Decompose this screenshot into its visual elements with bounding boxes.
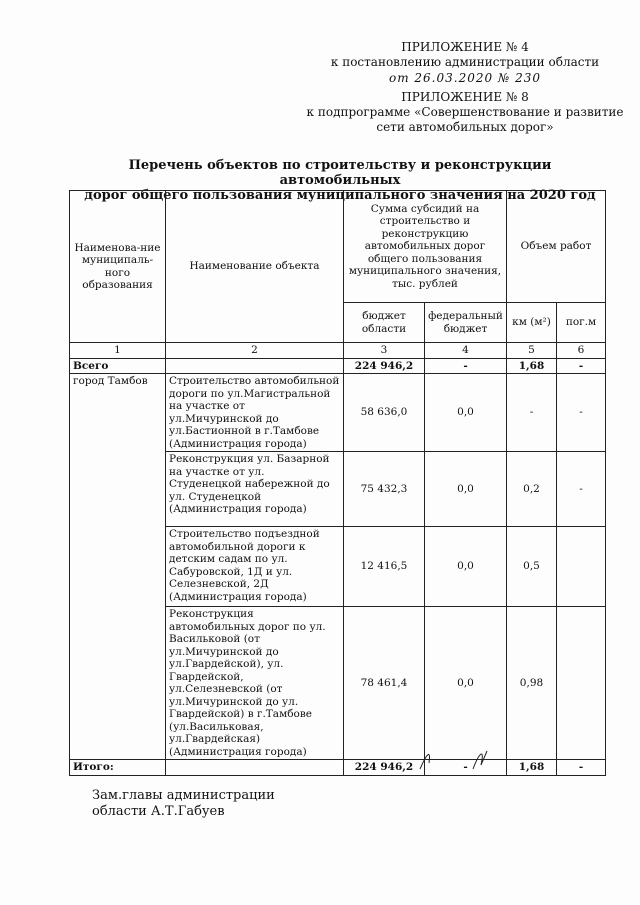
sub-federal-header: федеральный бюджет xyxy=(425,303,507,343)
total-top-km: 1,68 xyxy=(507,358,557,374)
federal-budget: 0,0 xyxy=(425,607,507,760)
col-subsidy-header: Сумма субсидий на строительство и реконструкцию автомобильных дорог общего пользования муниципального значения, тыс. рублей xyxy=(344,191,507,303)
volume-pog: - xyxy=(557,374,606,452)
object-name: Реконструкция ул. Базарной на участке от ул. Студенецкой набережной до ул. Студенецкой (Администрация города) xyxy=(166,452,344,527)
col-municipality-header: Наименова-ние муниципаль-ного образования xyxy=(70,191,166,343)
appendix-8-title: ПРИЛОЖЕНИЕ № 8 xyxy=(401,90,529,104)
municipality-cell: город Тамбов xyxy=(70,374,166,760)
volume-km: - xyxy=(507,374,557,452)
total-top-empty xyxy=(166,358,344,374)
title-line1: Перечень объектов по строительству и реконструкции автомобильных xyxy=(128,158,552,188)
table-row xyxy=(70,374,606,452)
appendix-8-line2: сети автомобильных дорог» xyxy=(376,120,554,134)
federal-budget: 0,0 xyxy=(425,527,507,607)
object-name: Реконструкция автомобильных дорог по ул. Васильковой (от ул.Мичуринской до ул.Гвардейской), ул. Гвардейской, ул.Селезневской (от ул.Мичуринской до ул. Гвардейской) в г.Тамбове (ул.Васильковая, ул.Гвардейская) (Администрация города) xyxy=(166,607,344,760)
appendix-4-title: ПРИЛОЖЕНИЕ № 4 xyxy=(401,40,529,54)
col-volume-header: Объем работ xyxy=(507,191,606,303)
sub-regional-header: бюджет области xyxy=(344,303,425,343)
federal-budget: 0,0 xyxy=(425,452,507,527)
federal-budget: 0,0 xyxy=(425,374,507,452)
appendix-4-block xyxy=(300,40,630,86)
total-top-federal: - xyxy=(425,358,507,374)
col-number: 1 xyxy=(70,343,166,359)
signature-name: области А.Т.Габуев xyxy=(92,804,225,819)
regional-budget: 58 636,0 xyxy=(344,374,425,452)
handwritten-date: от 26.03.2020 № 230 xyxy=(388,71,541,85)
col-number: 5 xyxy=(507,343,557,359)
total-top-label: Всего xyxy=(70,358,166,374)
objects-table xyxy=(69,190,606,776)
total-bottom-label: Итого: xyxy=(70,760,166,776)
column-numbers-row xyxy=(70,343,606,359)
col-number: 4 xyxy=(425,343,507,359)
total-bottom-km: 1,68 xyxy=(507,760,557,776)
handwritten-initial-mark xyxy=(415,745,495,775)
total-bottom-row xyxy=(70,760,606,776)
total-bottom-federal: - xyxy=(425,760,507,776)
total-top-pog: - xyxy=(557,358,606,374)
appendix-4-subtitle: к постановлению администрации области xyxy=(330,55,600,69)
header-row xyxy=(70,191,606,303)
volume-pog xyxy=(557,527,606,607)
total-bottom-regional: 224 946,2 xyxy=(344,760,425,776)
appendix-8-block xyxy=(300,90,630,135)
total-bottom-pog: - xyxy=(557,760,606,776)
volume-km: 0,98 xyxy=(507,607,557,760)
sub-km-header: км (м²) xyxy=(507,303,557,343)
regional-budget: 12 416,5 xyxy=(344,527,425,607)
appendix-8-line1: к подпрограмме «Совершенствование и развитие xyxy=(306,105,624,119)
signature-block xyxy=(92,788,275,820)
col-object-header: Наименование объекта xyxy=(166,191,344,343)
signature-position: Зам.главы администрации xyxy=(92,788,275,803)
object-name: Строительство автомобильной дороги по ул.Магистральной на участке от ул.Мичуринской до ул.Бастионной в г.Тамбове (Администрация города) xyxy=(166,374,344,452)
object-name: Строительство подъездной автомобильной дороги к детским садам по ул. Сабуровской, 1Д и ул. Селезневской, 2Д (Администрация города) xyxy=(166,527,344,607)
volume-km: 0,2 xyxy=(507,452,557,527)
col-number: 6 xyxy=(557,343,606,359)
volume-pog: - xyxy=(557,452,606,527)
regional-budget: 75 432,3 xyxy=(344,452,425,527)
total-bottom-empty xyxy=(166,760,344,776)
sub-pog-header: пог.м xyxy=(557,303,606,343)
title-line2: дорог общего пользования муниципального значения на 2020 год xyxy=(84,188,596,203)
total-top-regional: 224 946,2 xyxy=(344,358,425,374)
volume-pog xyxy=(557,607,606,760)
regional-budget: 78 461,4 xyxy=(344,607,425,760)
total-top-row xyxy=(70,358,606,374)
col-number: 3 xyxy=(344,343,425,359)
volume-km: 0,5 xyxy=(507,527,557,607)
col-number: 2 xyxy=(166,343,344,359)
